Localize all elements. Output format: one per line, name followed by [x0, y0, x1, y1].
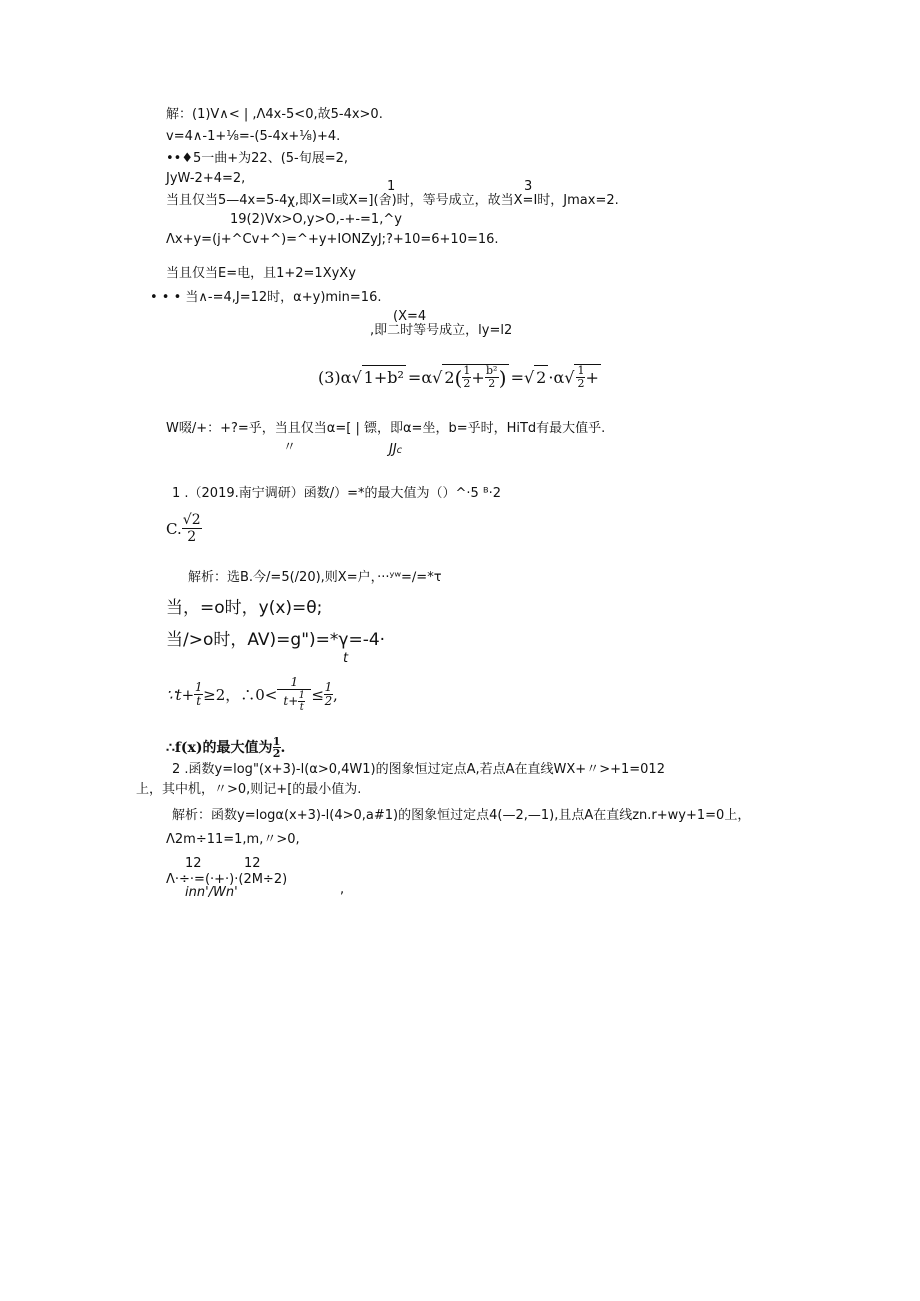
subscript-innwn: inn'/Wn' — [185, 885, 238, 900]
option-c-den: 2 — [187, 529, 197, 545]
ineq-le: ≤ — [311, 685, 324, 704]
sqrt-icon: √ — [432, 368, 443, 387]
solution-1-line: 解析：选B.今/=5(/20),则X=户，···ʸʷ=∕=*τ — [188, 570, 442, 585]
option-c-num: √2 — [182, 512, 201, 528]
ineq-frac-den-t: t — [299, 702, 304, 713]
superscript-jj — [389, 443, 402, 458]
eq3-fraction-b2 — [485, 365, 499, 390]
eq3-prefix: (3)α — [318, 368, 352, 387]
ineq-half-den: 2 — [324, 694, 333, 708]
eq3-b2-num: b² — [486, 364, 498, 377]
ineq-1: 1 — [194, 680, 203, 694]
text-line-9: • • • 当∧-=4,J=12时，α+y)min=16. — [150, 290, 382, 305]
ineq-big-fraction — [277, 676, 311, 713]
eq3-sqrt-3 — [524, 365, 548, 390]
superscript-quote: 〃 — [283, 440, 297, 455]
sqrt-icon: √ — [564, 368, 575, 387]
max-num: 1 — [272, 735, 281, 748]
solution-2-line-2: Λ2m÷11=1,m,〃>0, — [166, 832, 300, 847]
ineq-because: ∵t+ — [166, 685, 195, 704]
option-c-fraction — [182, 512, 202, 545]
trailing-comma: , — [340, 882, 345, 897]
ineq-frac-num: 1 — [290, 675, 299, 689]
text-line-7: Λx+y=(j+^Cv+^)=^+y+IONZyJ;?+10=6+10=16. — [166, 232, 499, 247]
option-c — [166, 512, 202, 545]
eq3-sqrt-1 — [351, 365, 405, 390]
eq3-radicand-2: 2 ( 1 2 + b² 2 ) — [444, 364, 507, 390]
eq3-sqrt-2 — [432, 364, 508, 390]
eq3-last-den: 2 — [577, 377, 585, 390]
ineq-frac-den-a: t+ — [283, 694, 299, 708]
problem-2-line-2: 上，其中机，〃>0,则记+[的最小值为. — [136, 782, 362, 797]
text-line-11: W啜/+：+?=乎，当且仅当α=[ | 镖，即α=坐，b=乎时，HiTd有最大值乎. — [166, 421, 606, 436]
ineq-frac-den-1: 1 — [298, 690, 305, 701]
eq3-two: 2 — [444, 367, 455, 387]
number-12-b: 12 — [244, 856, 261, 871]
solution-1-case-b: 当/>o时，AV)=g")=*γ=-4· — [166, 630, 386, 650]
eq3-half-den: 2 — [463, 377, 471, 390]
text-line-3: ••♦5一曲+为22、(5-旬展=2, — [166, 151, 349, 166]
eq3-half-num: 1 — [463, 364, 471, 377]
option-c-label: C. — [166, 519, 182, 538]
eq3-last-plus: + — [585, 367, 599, 387]
sqrt-icon: √ — [351, 368, 362, 387]
text-line-2: v=4∧-1+⅛=-(5-4x+⅛)+4. — [166, 129, 341, 144]
ineq-half — [324, 681, 333, 708]
max-value-line — [166, 736, 285, 759]
eq3-radicand-1: 1+b² — [362, 365, 406, 390]
solution-1-case-a: 当，=o时，y(x)=θ; — [166, 598, 323, 618]
ineq-comma: , — [332, 685, 338, 704]
eq3-last-num: 1 — [577, 364, 585, 377]
eq3-dot-a: ·α — [548, 368, 565, 387]
eq3-sqrt2: 2 — [534, 365, 548, 390]
ineq-t: t — [196, 694, 202, 708]
problem-1-line: 1 .（2019.南宁调研）函数/）=*的最大值为（）^·5 ᴮ·2 — [172, 486, 501, 501]
ineq-frac-den — [283, 690, 305, 713]
max-dot: . — [280, 739, 286, 756]
eq3-b2-den: 2 — [488, 377, 496, 390]
max-fraction — [273, 736, 281, 759]
equation-3 — [318, 364, 601, 390]
jj-text: JJ — [389, 442, 397, 457]
ineq-frac-1t — [194, 681, 203, 708]
eq3-sqrt-4 — [564, 364, 601, 390]
text-line-6: 19(2)Vx>O,y>O,-+-=1,^y — [230, 212, 402, 227]
text-line-1: 解：(1)V∧< | ,Λ4x-5<0,故5-4x>0. — [166, 107, 383, 122]
subscript-t: t — [343, 651, 349, 666]
eq3-last-fraction — [576, 365, 585, 390]
jj-subscript: c — [396, 445, 403, 456]
eq3-equals-2: = — [510, 368, 524, 387]
text-line-5: 当且仅当5—4x=5-4χ,即X=I或X=](舍)时，等号成立，故当X=I时，Jmax=2. — [166, 193, 619, 208]
eq3-fraction-half — [462, 365, 471, 390]
sqrt-icon: √ — [523, 368, 535, 387]
text-line-10: ,即二时等号成立，ly=l2 — [370, 323, 513, 338]
ineq-half-num: 1 — [324, 680, 333, 694]
ineq-frac-den-sub — [298, 690, 305, 713]
ineq-ge2: ≥2，∴0< — [203, 685, 278, 704]
inequality-line — [166, 676, 338, 713]
max-text: ∴f(x)的最大值为 — [166, 739, 273, 756]
superscript-3: 3 — [524, 179, 533, 194]
eq3-plus: + — [471, 367, 485, 387]
solution-2-line: 解析：函数y=logα(x+3)-l(4>0,a#1)的图象恒过定点4(—2,—1),且点A在直线zn.r+wy+1=0上， — [172, 808, 751, 823]
superscript-x4: (X=4 — [393, 309, 427, 324]
solution-2-line-3: Λ·÷·=(·+·)·(2M÷2) — [166, 872, 288, 887]
text-line-4: JyW-2+4=2, — [166, 171, 246, 186]
eq3-radicand-4 — [574, 364, 600, 390]
number-12-a: 12 — [185, 856, 202, 871]
max-den: 2 — [272, 747, 281, 760]
problem-2-line: 2 .函数y=log"(x+3)-l(α>0,4W1)的图象恒过定点A,若点A在直线WX+〃>+1=012 — [172, 762, 665, 777]
eq3-equals-1: =α — [407, 368, 433, 387]
superscript-1: 1 — [387, 179, 396, 194]
text-line-8: 当且仅当E=电，且1+2=1XyXy — [166, 266, 356, 281]
